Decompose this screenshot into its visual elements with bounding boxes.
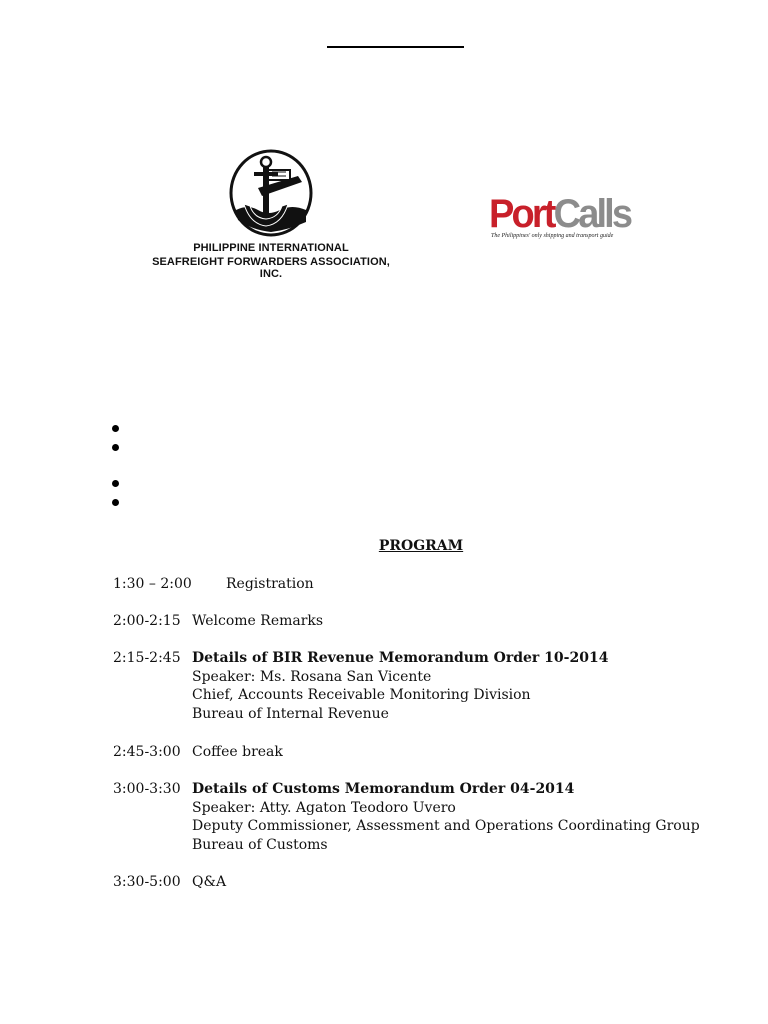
portcalls-word-port: Port — [489, 192, 554, 236]
portcalls-logo — [489, 192, 639, 248]
program-time: 3:30-5:00 — [113, 874, 181, 890]
top-rule — [327, 46, 464, 48]
program-activity: Registration — [226, 576, 314, 592]
program-time: 3:00-3:30 — [113, 781, 181, 797]
bullet-point-1 — [112, 425, 119, 432]
program-speaker-position: Deputy Commissioner, Assessment and Operations Coordinating Group — [192, 818, 700, 834]
bullet-point-3 — [112, 480, 119, 487]
program-title: PROGRAM — [378, 538, 464, 554]
bullet-point-4 — [112, 499, 119, 506]
portcalls-tagline: The Philippines' only shipping and transport guide — [491, 233, 614, 239]
program-activity-title: Details of BIR Revenue Memorandum Order 10-2014 — [192, 650, 609, 666]
portcalls-word-calls: Calls — [553, 192, 631, 236]
program-speaker-agency: Bureau of Customs — [192, 836, 328, 853]
program-activity: Welcome Remarks — [192, 613, 324, 629]
program-speaker-agency: Bureau of Internal Revenue — [192, 705, 389, 722]
program-time: 2:15-2:45 — [113, 650, 181, 666]
pisfa-name-line1: PHILIPPINE INTERNATIONAL — [193, 242, 349, 254]
program-speaker: Speaker: Ms. Rosana San Vicente — [192, 668, 432, 685]
program-speaker: Speaker: Atty. Agaton Teodoro Uvero — [192, 799, 456, 816]
pisfa-logo — [140, 148, 402, 280]
program-time: 1:30 – 2:00 — [113, 576, 192, 592]
program-activity: Coffee break — [192, 744, 283, 760]
pisfa-name-line2: SEAFREIGHT FORWARDERS ASSOCIATION, INC. — [152, 256, 390, 280]
program-activity: Q&A — [192, 874, 227, 890]
program-time: 2:45-3:00 — [113, 744, 181, 760]
program-speaker-position: Chief, Accounts Receivable Monitoring Division — [192, 687, 531, 703]
program-time: 2:00-2:15 — [113, 613, 181, 629]
bullet-point-2 — [112, 444, 119, 451]
program-activity-title: Details of Customs Memorandum Order 04-2014 — [192, 781, 575, 797]
portcalls-wordmark — [489, 192, 630, 236]
anchor-ship-seal-icon — [228, 148, 314, 238]
